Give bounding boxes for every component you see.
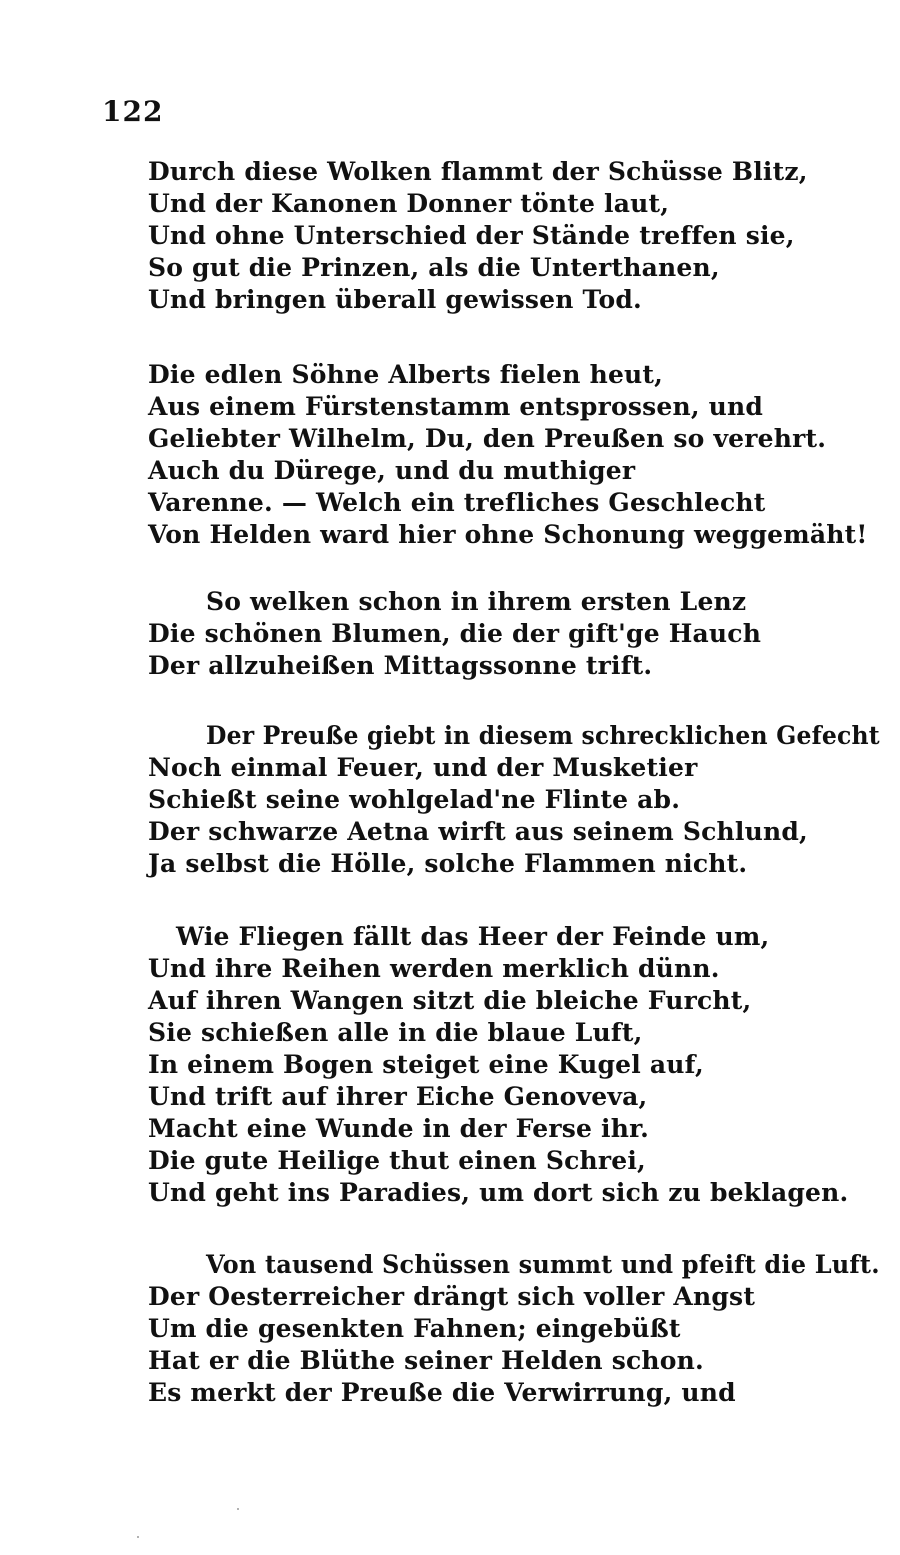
verse-line: Macht eine Wunde in der Ferse ihr. <box>148 1114 650 1143</box>
verse-line: Durch diese Wolken flammt der Schüsse Blitz, <box>148 157 808 186</box>
page-number: 122 <box>102 95 164 128</box>
verse-line: Auch du Dürege, und du muthiger <box>148 456 636 485</box>
verse-line: Wie Fliegen fällt das Heer der Feinde um, <box>176 922 770 951</box>
verse-line: So welken schon in ihrem ersten Lenz <box>206 587 747 616</box>
verse-line: Ja selbst die Hölle, solche Flammen nicht. <box>148 849 748 878</box>
verse-line: Um die gesenkten Fahnen; eingebüßt <box>148 1314 681 1343</box>
verse-line: Varenne. — Welch ein trefliches Geschlecht <box>148 488 766 517</box>
verse-line: Der Oesterreicher drängt sich voller Angst <box>148 1282 756 1311</box>
verse-line: Sie schießen alle in die blaue Luft, <box>148 1018 643 1047</box>
verse-line: Auf ihren Wangen sitzt die bleiche Furcht, <box>148 986 752 1015</box>
verse-line: Und ihre Reihen werden merklich dünn. <box>148 954 720 983</box>
verse-line: Und ohne Unterschied der Stände treffen sie, <box>148 221 795 250</box>
verse-line: Geliebter Wilhelm, Du, den Preußen so verehrt. <box>148 424 827 453</box>
verse-line: Hat er die Blüthe seiner Helden schon. <box>148 1346 704 1375</box>
verse-line: Der schwarze Aetna wirft aus seinem Schlund, <box>148 817 808 846</box>
verse-line: Von tausend Schüssen summt und pfeift die Luft. <box>206 1250 880 1279</box>
paper-speck <box>137 1536 139 1538</box>
verse-line: Es merkt der Preuße die Verwirrung, und <box>148 1378 736 1407</box>
verse-line: Der Preuße giebt in diesem schrecklichen Gefecht <box>206 721 880 750</box>
verse-line: Und trift auf ihrer Eiche Genoveva, <box>148 1082 648 1111</box>
verse-line: Von Helden ward hier ohne Schonung weggemäht! <box>148 520 868 549</box>
verse-line: Und bringen überall gewissen Tod. <box>148 285 642 314</box>
verse-line: In einem Bogen steiget eine Kugel auf, <box>148 1050 704 1079</box>
verse-line: Aus einem Fürstenstamm entsprossen, und <box>148 392 764 421</box>
verse-line: Und geht ins Paradies, um dort sich zu beklagen. <box>148 1178 849 1207</box>
verse-line: So gut die Prinzen, als die Unterthanen, <box>148 253 720 282</box>
verse-line: Die schönen Blumen, die der gift'ge Hauch <box>148 619 762 648</box>
verse-line: Und der Kanonen Donner tönte laut, <box>148 189 670 218</box>
verse-line: Die gute Heilige thut einen Schrei, <box>148 1146 646 1175</box>
verse-line: Schießt seine wohlgelad'ne Flinte ab. <box>148 785 681 814</box>
paper-speck <box>237 1508 239 1510</box>
verse-line: Der allzuheißen Mittagssonne trift. <box>148 651 653 680</box>
verse-line: Die edlen Söhne Alberts fielen heut, <box>148 360 664 389</box>
verse-line: Noch einmal Feuer, und der Musketier <box>148 753 698 782</box>
